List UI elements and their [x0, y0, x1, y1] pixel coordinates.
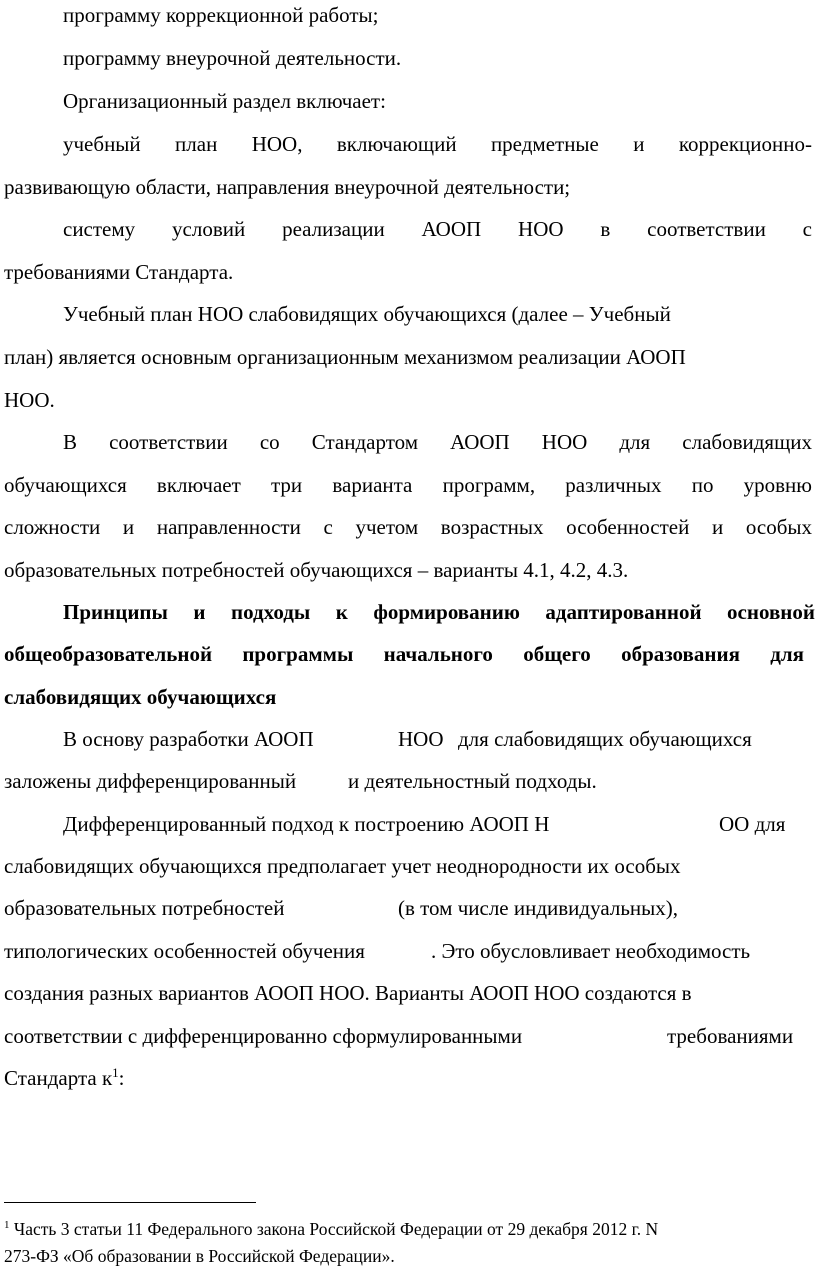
footnote-line: 273-ФЗ «Об образовании в Российской Федерации».	[4, 1246, 395, 1266]
text-line: В соответствии со Стандартом АООП НОО для слабовидящих	[63, 430, 812, 454]
text-line: Учебный план НОО слабовидящих обучающихся (далее – Учебный	[63, 302, 671, 326]
text-line: типологических особенностей обучения	[4, 939, 365, 963]
text-line: . Это обусловливает необходимость	[431, 939, 751, 963]
text-line: (в том числе индивидуальных),	[398, 896, 678, 920]
text-line: Дифференцированный подход к построению АООП Н	[63, 812, 550, 836]
text-line: план) является основным организационным механизмом реализации АООП	[4, 345, 686, 369]
text-line: НОО.	[4, 388, 55, 412]
section-heading: слабовидящих обучающихся	[4, 685, 277, 709]
text-line: образовательных потребностей	[4, 896, 285, 920]
text-line: Организационный раздел включает:	[63, 89, 386, 113]
text-line: и деятельностный подходы.	[348, 769, 597, 793]
text-line: требованиями	[667, 1024, 794, 1048]
footnote-text: Часть 3 статьи 11 Федерального закона Российской Федерации от 29 декабря 2012 г. N	[9, 1219, 659, 1239]
text-line: создания разных вариантов АООП НОО. Варианты АООП НОО создаются в	[4, 981, 692, 1005]
text-fragment: :	[118, 1066, 125, 1090]
text-line: НОО	[398, 727, 444, 751]
text-line-with-footnote-ref	[4, 1065, 125, 1091]
text-fragment: Стандарта к	[4, 1066, 113, 1090]
text-line: развивающую области, направления внеурочной деятельности;	[4, 175, 571, 199]
text-line: слабовидящих обучающихся предполагает учет неоднородности их особых	[4, 854, 681, 878]
text-line: соответствии с дифференцированно сформулированными	[4, 1024, 523, 1048]
footnote-marker: 1	[4, 1219, 10, 1231]
text-line: систему условий реализации АООП НОО в соответствии с	[63, 217, 812, 241]
footnote-reference[interactable]: 1	[112, 1065, 119, 1080]
text-line: сложности и направленности с учетом возрастных особенностей и особых	[4, 515, 812, 539]
text-line: образовательных потребностей обучающихся – варианты 4.1, 4.2, 4.3.	[4, 558, 629, 582]
text-line: учебный план НОО, включающий предметные и коррекционно-	[63, 132, 812, 156]
text-line: ОО для	[719, 812, 786, 836]
text-line: заложены дифференцированный	[4, 769, 297, 793]
text-line: В основу разработки АООП	[63, 727, 314, 751]
footnote-line	[4, 1218, 658, 1240]
section-heading: Принципы и подходы к формированию адаптированной основной	[63, 600, 815, 624]
text-line: для слабовидящих обучающихся	[458, 727, 752, 751]
text-line: обучающихся включает три варианта программ, различных по уровню	[4, 473, 812, 497]
footnote-separator	[4, 1202, 256, 1203]
text-line: требованиями Стандарта.	[4, 260, 234, 284]
section-heading: общеобразовательной программы начального общего образования для	[4, 642, 804, 666]
text-line: программу коррекционной работы;	[63, 3, 379, 27]
text-line: программу внеурочной деятельности.	[63, 46, 402, 70]
